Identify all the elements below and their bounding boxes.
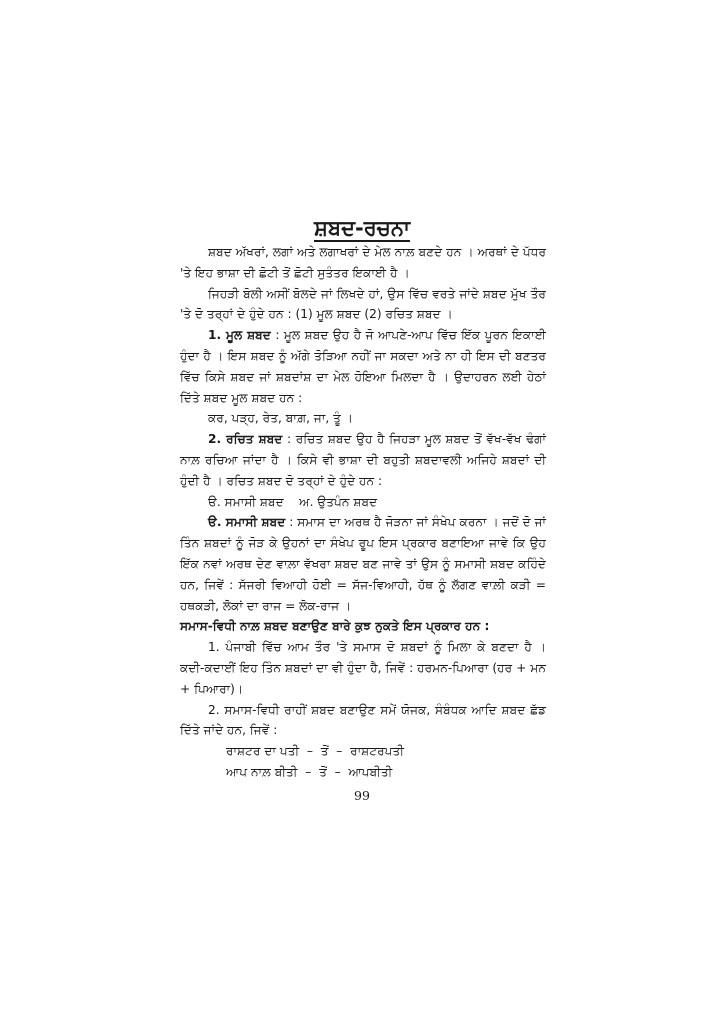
intro-paragraph: ਸ਼ਬਦ ਅੱਖਰਾਂ, ਲਗਾਂ ਅਤੇ ਲਗਾਖਰਾਂ ਦੇ ਮੇਲ ਨਾਲ਼ ਬਣਦੇ ਹਨ । ਅਰਥਾਂ ਦੇ ਪੱਧਰ 'ਤੇ ਇਹ ਭਾਸ਼ਾ ਦੀ ਛੋਟੀ ਤੋਂ ਛੋਟੀ ਸੁਤੰਤਰ ਇਕਾਈ ਹੈ । [180, 245, 546, 280]
chapter-title [0, 216, 724, 241]
derived-word-text: : ਰਚਿਤ ਸ਼ਬਦ ਉਹ ਹੈ ਜਿਹੜਾ ਮੂਲ ਸ਼ਬਦ ਤੋਂ ਵੱਖ-ਵੱਖ ਢੰਗਾਂ ਨਾਲ਼ ਰਚਿਆ ਜਾਂਦਾ ਹੈ । ਕਿਸੇ ਵੀ ਭਾਸ਼ਾ ਦੀ ਬਹੁਤੀ ਸ਼ਬਦਾਵਲੀ ਅਜਿਹੇ ਸ਼ਬਦਾਂ ਦੀ ਹੁੰਦੀ ਹੈ । ਰਚਿਤ ਸ਼ਬਦ ਦੋ ਤਰ੍ਹਾਂ ਦੇ ਹੁੰਦੇ ਹਨ : [180, 432, 546, 488]
derived-word-heading: 2. ਰਚਿਤ ਸ਼ਬਦ [208, 432, 283, 447]
example-line: ਆਪ ਨਾਲ਼ ਬੀਤੀ – ਤੋਂ – ਆਪਬੀਤੀ [226, 764, 393, 779]
rule-2: 2. ਸਮਾਸ-ਵਿਧੀ ਰਾਹੀਂ ਸ਼ਬਦ ਬਣਾਉਣ ਸਮੇਂ ਯੋਜਕ, ਸੰਬੰਧਕ ਆਦਿ ਸ਼ਬਦ ਛੱਡ ਦਿੱਤੇ ਜਾਂਦੇ ਹਨ, ਜਿਵੇਂ : [180, 702, 546, 738]
rule-1: 1. ਪੰਜਾਬੀ ਵਿੱਚ ਆਮ ਤੌਰ 'ਤੇ ਸਮਾਸ ਦੋ ਸ਼ਬਦਾਂ ਨੂੰ ਮਿਲਾ ਕੇ ਬਣਦਾ ਹੈ । ਕਦੀ-ਕਦਾਈਂ ਇਹ ਤਿੰਨ ਸ਼ਬਦਾਂ ਦਾ ਵੀ ਹੁੰਦਾ ਹੈ, ਜਿਵੇਂ : ਹਰਮਨ-ਪਿਆਰਾ (ਹਰ + ਮਨ + ਪਿਆਰਾ)। [180, 640, 546, 696]
page-number: 99 [354, 788, 370, 803]
root-word-heading: 1. ਮੂਲ ਸ਼ਬਦ [208, 328, 271, 343]
page-body [180, 242, 546, 783]
derived-word-section [180, 429, 546, 491]
root-word-text: : ਮੂਲ ਸ਼ਬਦ ਉਹ ਹੈ ਜੋ ਆਪਣੇ-ਆਪ ਵਿੱਚ ਇੱਕ ਪੂਰਨ ਇਕਾਈ ਹੁੰਦਾ ਹੈ । ਇਸ ਸ਼ਬਦ ਨੂੰ ਅੱਗੇ ਤੋੜਿਆ ਨਹੀਂ ਜਾ ਸਕਦਾ ਅਤੇ ਨਾ ਹੀ ਇਸ ਦੀ ਬਣਤਰ ਵਿੱਚ ਕਿਸੇ ਸ਼ਬਦ ਜਾਂ ਸ਼ਬਦਾਂਸ਼ ਦਾ ਮੇਲ ਹੋਇਆ ਮਿਲਦਾ ਹੈ । ਉਦਾਹਰਨ ਲਈ ਹੇਠਾਂ ਦਿੱਤੇ ਸ਼ਬਦ ਮੂਲ ਸ਼ਬਦ ਹਨ : [180, 328, 546, 405]
chapter-title-text: ਸ਼ਬਦ-ਰਚਨਾ [313, 216, 410, 240]
root-word-section [180, 325, 546, 408]
example-line: ਰਾਸ਼ਟਰ ਦਾ ਪਤੀ – ਤੋਂ – ਰਾਸ਼ਟਰਪਤੀ [226, 744, 404, 759]
rules-heading: ਸਮਾਸ-ਵਿਧੀ ਨਾਲ਼ ਸ਼ਬਦ ਬਣਾਉਣ ਬਾਰੇ ਕੁਝ ਨੁਕਤੇ ਇਸ ਪ੍ਰਕਾਰ ਹਨ : [180, 619, 490, 634]
derived-word-types: ੳ. ਸਮਾਸੀ ਸ਼ਬਦ ਅ. ਉਤਪੰਨ ਸ਼ਬਦ [208, 494, 378, 509]
compound-word-heading: ੳ. ਸਮਾਸੀ ਸ਼ਬਦ [208, 515, 286, 530]
word-types-paragraph: ਜਿਹੜੀ ਬੋਲੀ ਅਸੀਂ ਬੋਲਦੇ ਜਾਂ ਲਿਖਦੇ ਹਾਂ, ਉਸ ਵਿੱਚ ਵਰਤੇ ਜਾਂਦੇ ਸ਼ਬਦ ਮੁੱਖ ਤੌਰ 'ਤੇ ਦੋ ਤਰ੍ਹਾਂ ਦੇ ਹੁੰਦੇ ਹਨ : (1) ਮੂਲ ਸ਼ਬਦ (2) ਰਚਿਤ ਸ਼ਬਦ । [180, 286, 546, 322]
compound-word-text: : ਸਮਾਸ ਦਾ ਅਰਥ ਹੈ ਜੋੜਨਾ ਜਾਂ ਸੰਖੇਪ ਕਰਨਾ । ਜਦੋਂ ਦੋ ਜਾਂ ਤਿੰਨ ਸ਼ਬਦਾਂ ਨੂੰ ਜੋੜ ਕੇ ਉਹਨਾਂ ਦਾ ਸੰਖੇਪ ਰੂਪ ਇਸ ਪ੍ਰਕਾਰ ਬਣਾਇਆ ਜਾਵੇ ਕਿ ਉਹ ਇੱਕ ਨਵਾਂ ਅਰਥ ਦੇਣ ਵਾਲ਼ਾ ਵੱਖਰਾ ਸ਼ਬਦ ਬਣ ਜਾਵੇ ਤਾਂ ਉਸ ਨੂੰ ਸਮਾਸੀ ਸ਼ਬਦ ਕਹਿੰਦੇ ਹਨ, ਜਿਵੇਂ : ਸੱਜਰੀ ਵਿਆਹੀ ਹੋਈ = ਸੱਜ-ਵਿਆਹੀ, ਹੱਥ ਨੂੰ ਲੱਗਣ ਵਾਲ਼ੀ ਕੜੀ = ਹਥਕੜੀ, ਲੋਕਾਂ ਦਾ ਰਾਜ = ਲੋਕ-ਰਾਜ । [180, 515, 546, 613]
root-word-examples: ਕਰ, ਪੜ੍ਹ, ਰੇਤ, ਬਾਗ਼, ਜਾ, ਤੂੰ । [208, 411, 353, 426]
compound-word-section [180, 512, 546, 616]
